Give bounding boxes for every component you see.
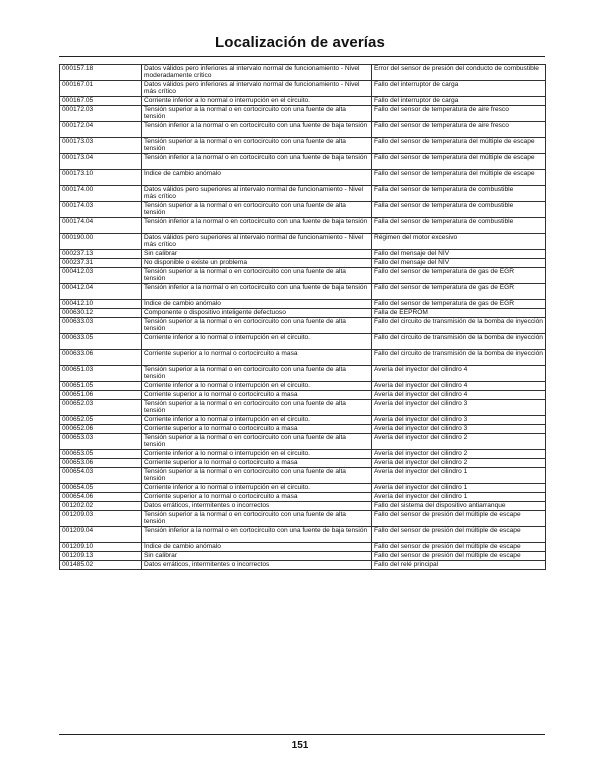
fault-description-cell: Tensión superior a la normal o en cortocircuito con una fuente de alta tensión [142, 318, 372, 334]
table-row [60, 400, 546, 416]
fault-component-cell: Fallo del sensor de presión del múltiple de escape [372, 543, 546, 552]
fault-code-cell: 000652.06 [60, 425, 142, 434]
fault-description-cell: Datos válidos pero superiores al intervalo normal de funcionamiento - Nivel más crítico [142, 234, 372, 250]
fault-description-cell: Datos erráticos, intermitentes o incorrectos [142, 502, 372, 511]
fault-component-cell: Avería del inyector del cilindro 2 [372, 434, 546, 450]
table-row [60, 186, 546, 202]
table-row [60, 425, 546, 434]
fault-component-cell: Fallo del sensor de temperatura del múltiple de escape [372, 154, 546, 170]
fault-component-cell: Avería del inyector del cilindro 4 [372, 391, 546, 400]
fault-description-cell: Tensión inferior a la normal o en cortocircuito con una fuente de baja tensión [142, 218, 372, 234]
fault-code-cell: 000237.31 [60, 259, 142, 268]
fault-description-cell: Tensión inferior a la normal o en cortocircuito con una fuente de baja tensión [142, 154, 372, 170]
fault-component-cell: Falla de EEPROM [372, 309, 546, 318]
table-row [60, 170, 546, 186]
fault-code-cell: 000174.03 [60, 202, 142, 218]
fault-component-cell: Fallo del interruptor de carga [372, 81, 546, 97]
fault-code-cell: 000167.01 [60, 81, 142, 97]
fault-code-cell: 000157.18 [60, 65, 142, 81]
fault-code-cell: 001209.03 [60, 511, 142, 527]
fault-code-cell: 000654.06 [60, 493, 142, 502]
fault-description-cell: Tensión inferior a la normal o en cortocircuito con una fuente de baja tensión [142, 527, 372, 543]
table-row [60, 65, 546, 81]
fault-component-cell: Fallo del sensor de temperatura del múltiple de escape [372, 170, 546, 186]
table-row [60, 259, 546, 268]
fault-code-cell: 000651.03 [60, 366, 142, 382]
fault-component-cell: Fallo del circuito de transmisión de la bomba de inyección [372, 334, 546, 350]
table-row [60, 561, 546, 570]
fault-component-cell: Fallo del sensor de temperatura de gas de EGR [372, 268, 546, 284]
table-row [60, 434, 546, 450]
fault-description-cell: Corriente inferior a lo normal o interrupción en el circuito. [142, 97, 372, 106]
fault-description-cell: Tensión superior a la normal o en cortocircuito con una fuente de alta tensión [142, 511, 372, 527]
table-row [60, 318, 546, 334]
fault-component-cell: Avería del inyector del cilindro 4 [372, 382, 546, 391]
fault-component-cell: Avería del inyector del cilindro 2 [372, 459, 546, 468]
table-row [60, 543, 546, 552]
fault-code-cell: 000412.03 [60, 268, 142, 284]
fault-component-cell: Error del sensor de presión del conducto de combustible [372, 65, 546, 81]
page-number: 151 [291, 740, 309, 751]
fault-component-cell: Fallo del sensor de temperatura de gas de EGR [372, 284, 546, 300]
table-row [60, 502, 546, 511]
fault-code-cell: 000653.03 [60, 434, 142, 450]
fault-description-cell: Corriente inferior a lo normal o interrupción en el circuito. [142, 382, 372, 391]
table-row [60, 416, 546, 425]
fault-component-cell: Fallo del sensor de presión del múltiple de escape [372, 511, 546, 527]
title-divider [59, 56, 545, 57]
fault-code-cell: 000651.06 [60, 391, 142, 400]
fault-description-cell: Sin calibrar [142, 250, 372, 259]
fault-code-cell: 001485.02 [60, 561, 142, 570]
fault-description-cell: No disponible o existe un problema [142, 259, 372, 268]
fault-description-cell: Corriente inferior a lo normal o interrupción en el circuito. [142, 334, 372, 350]
fault-description-cell: Tensión superior a la normal o en cortocircuito con una fuente de alta tensión [142, 400, 372, 416]
fault-description-cell: Corriente superior a lo normal o cortocircuito a masa [142, 493, 372, 502]
fault-description-cell: Corriente superior a lo normal o cortocircuito a masa [142, 391, 372, 400]
fault-description-cell: Índice de cambio anómalo [142, 170, 372, 186]
fault-code-cell: 000173.10 [60, 170, 142, 186]
fault-component-cell: Falla del sensor de temperatura de combustible [372, 202, 546, 218]
fault-component-cell: Falla del sensor de temperatura de combustible [372, 186, 546, 202]
fault-code-cell: 000173.04 [60, 154, 142, 170]
fault-component-cell: Avería del inyector del cilindro 1 [372, 468, 546, 484]
fault-code-cell: 000172.03 [60, 106, 142, 122]
fault-description-cell: Tensión superior a la normal o en cortocircuito con una fuente de alta tensión [142, 138, 372, 154]
fault-description-cell: Índice de cambio anómalo [142, 543, 372, 552]
fault-description-cell: Sin calibrar [142, 552, 372, 561]
fault-description-cell: Corriente superior a lo normal o cortocircuito a masa [142, 350, 372, 366]
fault-description-cell: Tensión inferior a la normal o en cortocircuito con una fuente de baja tensión [142, 122, 372, 138]
fault-description-cell: Tensión superior a la normal o en cortocircuito con una fuente de alta tensión [142, 202, 372, 218]
fault-description-cell: Datos válidos pero inferiores al intervalo normal de funcionamiento - Nivel más crítico [142, 81, 372, 97]
fault-component-cell: Fallo del sensor de presión del múltiple de escape [372, 527, 546, 543]
fault-component-cell: Fallo del sensor de temperatura de aire fresco [372, 122, 546, 138]
fault-code-cell: 000412.10 [60, 300, 142, 309]
table-row [60, 552, 546, 561]
table-row [60, 366, 546, 382]
fault-code-cell: 000237.13 [60, 250, 142, 259]
table-row [60, 97, 546, 106]
fault-code-cell: 000172.04 [60, 122, 142, 138]
fault-code-cell: 000654.03 [60, 468, 142, 484]
table-row [60, 81, 546, 97]
fault-component-cell: Avería del inyector del cilindro 4 [372, 366, 546, 382]
fault-component-cell: Fallo del circuito de transmisión de la bomba de inyección [372, 350, 546, 366]
fault-code-cell: 001209.13 [60, 552, 142, 561]
fault-code-cell: 000630.12 [60, 309, 142, 318]
table-row [60, 382, 546, 391]
table-row [60, 138, 546, 154]
fault-component-cell: Avería del inyector del cilindro 3 [372, 416, 546, 425]
fault-description-cell: Tensión superior a la normal o en cortocircuito con una fuente de alta tensión [142, 434, 372, 450]
fault-description-cell: Datos erráticos, intermitentes o incorrectos [142, 561, 372, 570]
table-row [60, 268, 546, 284]
table-row [60, 468, 546, 484]
fault-code-cell: 000167.05 [60, 97, 142, 106]
fault-code-cell: 000633.06 [60, 350, 142, 366]
fault-code-cell: 000653.05 [60, 450, 142, 459]
fault-component-cell: Falla del sensor de temperatura de combustible [372, 218, 546, 234]
fault-code-cell: 001202.02 [60, 502, 142, 511]
table-row [60, 202, 546, 218]
table-row [60, 309, 546, 318]
fault-code-cell: 000652.03 [60, 400, 142, 416]
fault-code-cell: 000174.00 [60, 186, 142, 202]
fault-component-cell: Fallo del mensaje del NIV [372, 250, 546, 259]
fault-code-cell: 001209.04 [60, 527, 142, 543]
fault-component-cell: Fallo del sistema del dispositivo antiarranque [372, 502, 546, 511]
table-row [60, 122, 546, 138]
fault-component-cell: Avería del inyector del cilindro 1 [372, 484, 546, 493]
fault-component-cell: Fallo del sensor de temperatura de gas de EGR [372, 300, 546, 309]
table-row [60, 250, 546, 259]
fault-code-cell: 000412.04 [60, 284, 142, 300]
fault-description-cell: Datos válidos pero superiores al intervalo normal de funcionamiento - Nivel más crítico [142, 186, 372, 202]
fault-code-cell: 000651.05 [60, 382, 142, 391]
table-row [60, 284, 546, 300]
fault-description-cell: Corriente superior a lo normal o cortocircuito a masa [142, 459, 372, 468]
fault-component-cell: Fallo del circuito de transmisión de la bomba de inyección [372, 318, 546, 334]
table-row [60, 511, 546, 527]
table-row [60, 493, 546, 502]
table-row [60, 300, 546, 309]
table-row [60, 106, 546, 122]
fault-description-cell: Corriente inferior a lo normal o interrupción en el circuito. [142, 416, 372, 425]
fault-code-cell: 000653.06 [60, 459, 142, 468]
fault-description-cell: Tensión superior a la normal o en cortocircuito con una fuente de alta tensión [142, 366, 372, 382]
fault-code-table-body [60, 65, 546, 570]
fault-description-cell: Componente o dispositivo inteligente defectuoso [142, 309, 372, 318]
fault-code-cell: 000174.04 [60, 218, 142, 234]
fault-code-cell: 000633.05 [60, 334, 142, 350]
fault-code-cell: 000654.05 [60, 484, 142, 493]
table-row [60, 484, 546, 493]
fault-description-cell: Tensión superior a la normal o en cortocircuito con una fuente de alta tensión [142, 268, 372, 284]
table-row [60, 334, 546, 350]
fault-description-cell: Datos válidos pero inferiores al intervalo normal de funcionamiento - Nivel moderadamente crítico [142, 65, 372, 81]
fault-component-cell: Régimen del motor excesivo [372, 234, 546, 250]
fault-description-cell: Corriente superior a lo normal o cortocircuito a masa [142, 425, 372, 434]
table-row [60, 527, 546, 543]
fault-code-cell: 001209.10 [60, 543, 142, 552]
fault-description-cell: Tensión superior a la normal o en cortocircuito con una fuente de alta tensión [142, 106, 372, 122]
fault-code-cell: 000652.05 [60, 416, 142, 425]
fault-component-cell: Fallo del sensor de presión del múltiple de escape [372, 552, 546, 561]
fault-component-cell: Avería del inyector del cilindro 3 [372, 425, 546, 434]
fault-description-cell: Índice de cambio anómalo [142, 300, 372, 309]
fault-code-table [59, 64, 546, 570]
fault-component-cell: Fallo del relé principal [372, 561, 546, 570]
fault-description-cell: Corriente inferior a lo normal o interrupción en el circuito. [142, 484, 372, 493]
fault-code-cell: 000173.03 [60, 138, 142, 154]
table-row [60, 459, 546, 468]
table-row [60, 218, 546, 234]
fault-code-cell: 000190.00 [60, 234, 142, 250]
table-row [60, 350, 546, 366]
table-row [60, 154, 546, 170]
table-row [60, 234, 546, 250]
fault-description-cell: Corriente inferior a lo normal o interrupción en el circuito. [142, 450, 372, 459]
fault-component-cell: Avería del inyector del cilindro 1 [372, 493, 546, 502]
fault-component-cell: Fallo del mensaje del NIV [372, 259, 546, 268]
fault-component-cell: Avería del inyector del cilindro 2 [372, 450, 546, 459]
table-row [60, 391, 546, 400]
fault-description-cell: Tensión superior a la normal o en cortocircuito con una fuente de alta tensión [142, 468, 372, 484]
footer-divider [59, 734, 545, 735]
fault-component-cell: Avería del inyector del cilindro 3 [372, 400, 546, 416]
table-row [60, 450, 546, 459]
fault-code-cell: 000633.03 [60, 318, 142, 334]
fault-component-cell: Fallo del sensor de temperatura del múltiple de escape [372, 138, 546, 154]
page-title: Localización de averías [215, 34, 385, 51]
fault-component-cell: Fallo del interruptor de carga [372, 97, 546, 106]
fault-component-cell: Fallo del sensor de temperatura de aire fresco [372, 106, 546, 122]
fault-description-cell: Tensión inferior a la normal o en cortocircuito con una fuente de baja tensión [142, 284, 372, 300]
